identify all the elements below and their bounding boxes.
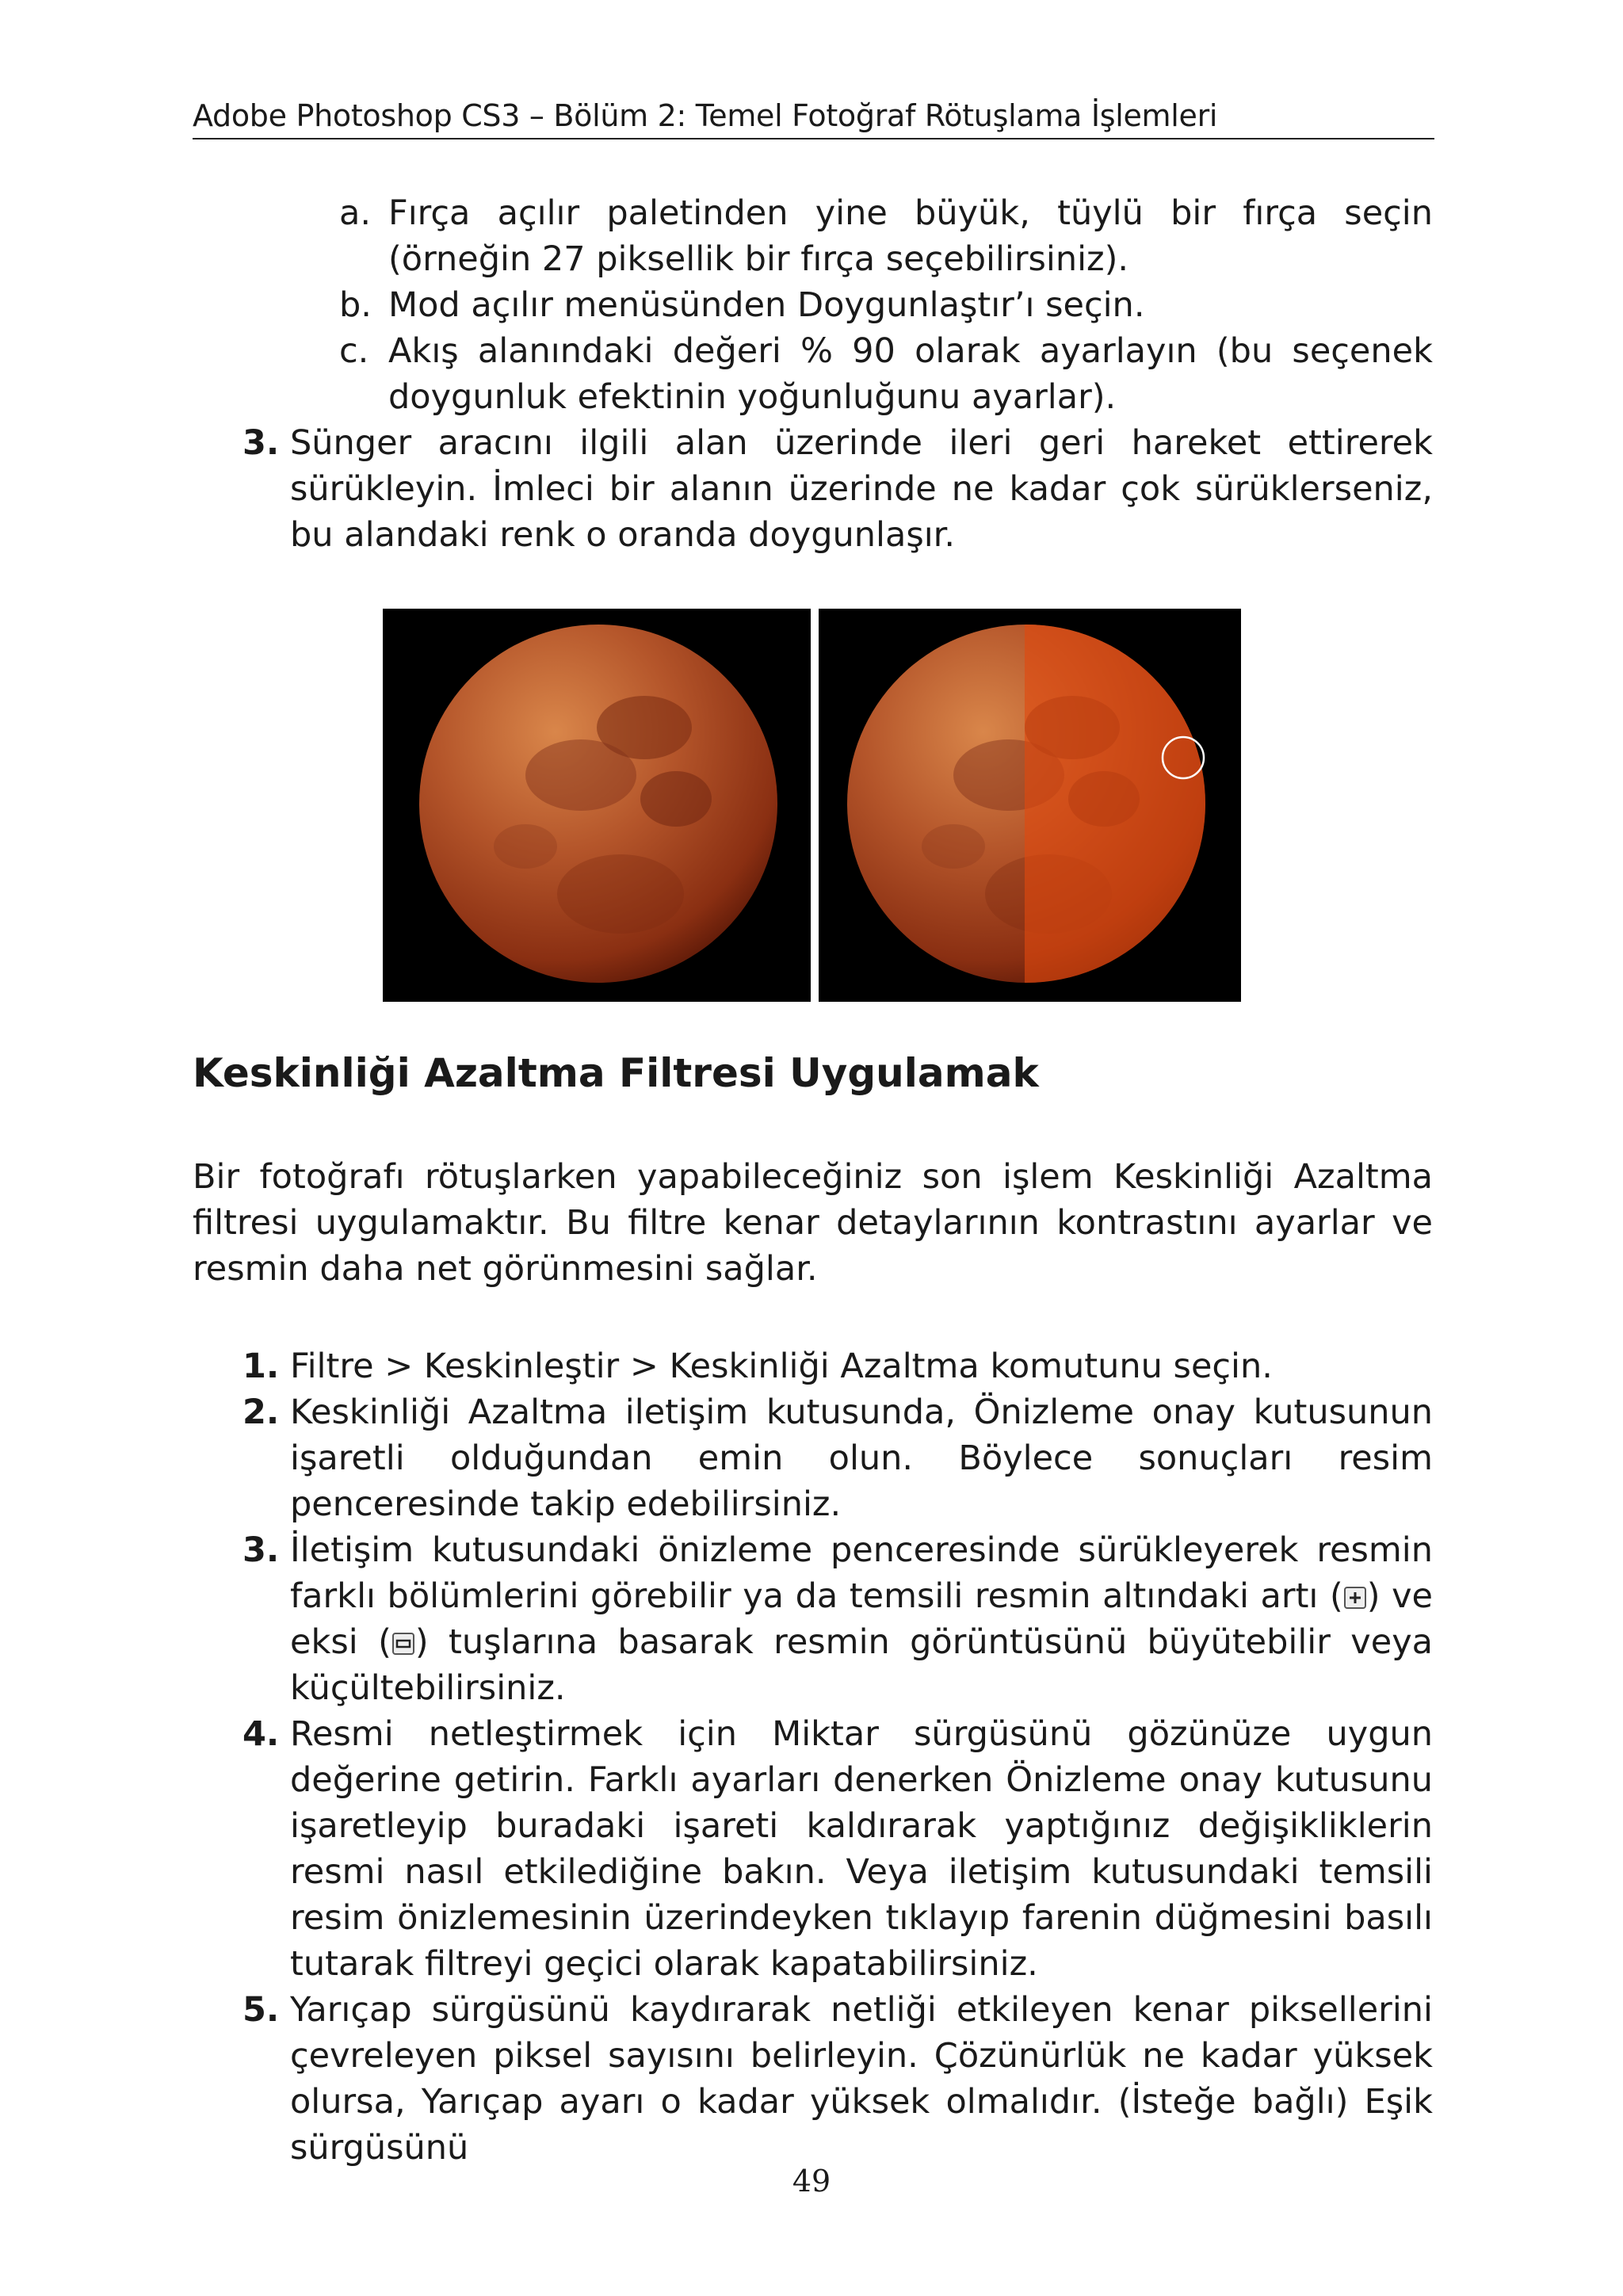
step-number: 5. [242, 1990, 280, 2030]
moon-before-image [383, 609, 811, 1002]
sub-step-a [339, 190, 1433, 282]
page-number: 49 [792, 2164, 831, 2199]
step-text: Keskinliği Azaltma iletişim kutusunda, Önizleme onay kutusunun işaretli olduğundan emin olun. Böylece sonuçları resim penceresinde takip edebilirsiniz. [290, 1392, 1433, 1524]
step-text-part: ) tuşlarına basarak resmin görüntüsünü büyütebilir veya küçültebilirsiniz. [290, 1622, 1433, 1708]
step-item [242, 1711, 1433, 1987]
step-number: 3. [242, 423, 280, 463]
step-text: Filtre > Keskinleştir > Keskinliği Azaltma komutunu seçin. [290, 1347, 1273, 1386]
sub-step-text: Fırça açılır paletinden yine büyük, tüylü bir fırça seçin (örneğin 27 piksellik bir fırça seçebilirsiniz). [388, 193, 1433, 279]
sub-step-label: c. [339, 331, 369, 371]
sub-step-c [339, 328, 1433, 420]
running-header: Adobe Photoshop CS3 – Bölüm 2: Temel Fotoğraf Rötuşlama İşlemleri [193, 97, 1434, 139]
step-list [242, 1343, 1433, 2171]
step-item [242, 1343, 1433, 1389]
step-text: Sünger aracını ilgili alan üzerinde ileri geri hareket ettirerek sürükleyin. İmleci bir alanın üzerinde ne kadar çok sürüklerseniz, bu alandaki renk o oranda doygunlaşır. [290, 423, 1433, 555]
sub-step-list [339, 190, 1433, 420]
sub-step-text: Akış alanındaki değeri % 90 olarak ayarlayın (bu seçenek doygunluk efektinin yoğunluğunu ayarlar). [388, 331, 1433, 417]
zoom-plus-icon [1343, 1586, 1367, 1610]
sub-step-label: a. [339, 193, 372, 233]
step-item [242, 1389, 1433, 1527]
sub-step-text: Mod açılır menüsünden Doygunlaştır’ı seçin. [388, 285, 1145, 325]
intro-paragraph: Bir fotoğrafı rötuşlarken yapabileceğiniz son işlem Keskinliği Azaltma filtresi uygulamaktır. Bu filtre kenar detaylarının kontrastını ayarlar ve resmin daha net görünmesini sağlar. [193, 1157, 1433, 1289]
step-number: 2. [242, 1392, 280, 1432]
step-number: 4. [242, 1714, 280, 1754]
zoom-minus-icon [391, 1632, 415, 1656]
sub-step-label: b. [339, 285, 372, 325]
step-item [242, 420, 1433, 558]
section-heading: Keskinliği Azaltma Filtresi Uygulamak [193, 1050, 1039, 1096]
moon-after-image [819, 609, 1241, 1002]
step-number: 3. [242, 1530, 280, 1570]
step-text [290, 1527, 1433, 1711]
step-item [242, 1527, 1433, 1711]
step-item [242, 1987, 1433, 2171]
step-number: 1. [242, 1347, 280, 1386]
step-list-top [242, 420, 1433, 558]
step-text: Yarıçap sürgüsünü kaydırarak netliği etkileyen kenar piksellerini çevreleyen piksel sayısını belirleyin. Çözünürlük ne kadar yüksek olursa, Yarıçap ayarı o kadar yüksek olmalıdır. (İsteğe bağlı) Eşik sürgüsünü [290, 1990, 1433, 2168]
sub-step-b [339, 282, 1433, 328]
step-text-part: İletişim kutusundaki önizleme penceresinde sürükleyerek resmin farklı bölümlerini görebilir ya da temsili resmin altındaki artı ( [290, 1530, 1433, 1616]
step-text: Resmi netleştirmek için Miktar sürgüsünü gözünüze uygun değerine getirin. Farklı ayarları denerken Önizleme onay kutusunu işaretleyip buradaki işareti kaldırarak yaptığınız değişikliklerin resmi nasıl etkilediğine bakın. Veya iletişim kutusundaki temsili resim önizlemesinin üzerindeyken tıklayıp farenin düğmesini basılı tutarak filtreyi geçici olarak kapatabilirsiniz. [290, 1714, 1433, 1984]
step-text-part: ) ve eksi ( [290, 1576, 1433, 1662]
moon-comparison-figure [383, 609, 1241, 1002]
